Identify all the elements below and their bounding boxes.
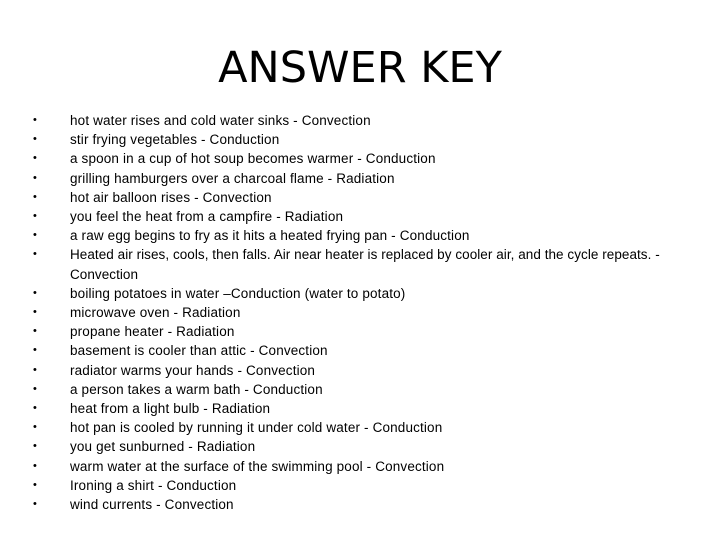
- list-item-text: warm water at the surface of the swimming pool - Convection: [70, 458, 445, 474]
- list-item-text: heat from a light bulb - Radiation: [70, 401, 271, 417]
- bullet-icon: •: [32, 382, 37, 395]
- list-item-text: hot air balloon rises - Convection: [70, 189, 272, 205]
- list-item-text: a raw egg begins to fry as it hits a heated frying pan - Conduction: [70, 228, 470, 244]
- bullet-icon: •: [32, 440, 37, 453]
- list-item: [0, 245, 720, 283]
- list-item: [0, 457, 720, 476]
- bullet-icon: •: [32, 152, 37, 165]
- list-item-text: you feel the heat from a campfire - Radiation: [70, 209, 344, 225]
- list-item-text: a person takes a warm bath - Conduction: [70, 381, 323, 397]
- bullet-icon: •: [32, 478, 37, 491]
- list-item: [0, 111, 720, 130]
- answer-list: [0, 111, 720, 514]
- list-item: [0, 380, 720, 399]
- list-item: [0, 437, 720, 456]
- list-item-text: you get sunburned - Radiation: [70, 439, 256, 455]
- bullet-icon: •: [32, 210, 37, 223]
- list-item: [0, 130, 720, 149]
- bullet-icon: •: [32, 498, 37, 511]
- bullet-icon: •: [32, 363, 37, 376]
- bullet-icon: •: [32, 459, 37, 472]
- list-item-text: boiling potatoes in water –Conduction (water to potato): [70, 285, 406, 301]
- list-item-text: propane heater - Radiation: [70, 324, 235, 340]
- bullet-icon: •: [32, 421, 37, 434]
- list-item: [0, 476, 720, 495]
- bullet-icon: •: [32, 171, 37, 184]
- bullet-icon: •: [32, 344, 37, 357]
- list-item-text: grilling hamburgers over a charcoal flame - Radiation: [70, 170, 395, 186]
- list-item-text: hot pan is cooled by running it under cold water - Conduction: [70, 420, 443, 436]
- bullet-icon: •: [32, 114, 37, 126]
- list-item: [0, 495, 720, 514]
- list-item: [0, 284, 720, 303]
- page-title: ANSWER KEY: [218, 43, 502, 93]
- bullet-icon: •: [32, 229, 37, 242]
- bullet-icon: •: [33, 248, 37, 261]
- list-item: [0, 303, 720, 322]
- bullet-icon: •: [32, 190, 37, 203]
- list-item-text: Heated air rises, cools, then falls. Air near heater is replaced by cooler air, and the cycle repeats. - Convection: [70, 247, 660, 282]
- list-item-text: hot water rises and cold water sinks - Convection: [70, 113, 371, 128]
- bullet-icon: •: [32, 286, 37, 299]
- list-item-text: stir frying vegetables - Conduction: [70, 132, 280, 148]
- list-item: [0, 169, 720, 188]
- list-item: [0, 322, 720, 341]
- bullet-icon: •: [32, 402, 37, 415]
- list-item-text: Ironing a shirt - Conduction: [70, 477, 237, 493]
- list-item: [0, 341, 720, 360]
- list-item-text: microwave oven - Radiation: [70, 305, 241, 321]
- bullet-icon: •: [32, 325, 37, 338]
- list-item: [0, 418, 720, 437]
- list-item: [0, 361, 720, 380]
- list-item-text: a spoon in a cup of hot soup becomes warmer - Conduction: [70, 151, 436, 167]
- list-item-text: basement is cooler than attic - Convection: [70, 343, 328, 359]
- list-item: [0, 226, 720, 245]
- list-item: [0, 149, 720, 168]
- bullet-icon: •: [32, 133, 37, 146]
- list-item: [0, 399, 720, 418]
- list-item: [0, 188, 720, 207]
- bullet-icon: •: [32, 306, 37, 319]
- list-item-text: radiator warms your hands - Convection: [70, 362, 316, 378]
- list-item: [0, 207, 720, 226]
- list-item-text: wind currents - Convection: [70, 497, 234, 513]
